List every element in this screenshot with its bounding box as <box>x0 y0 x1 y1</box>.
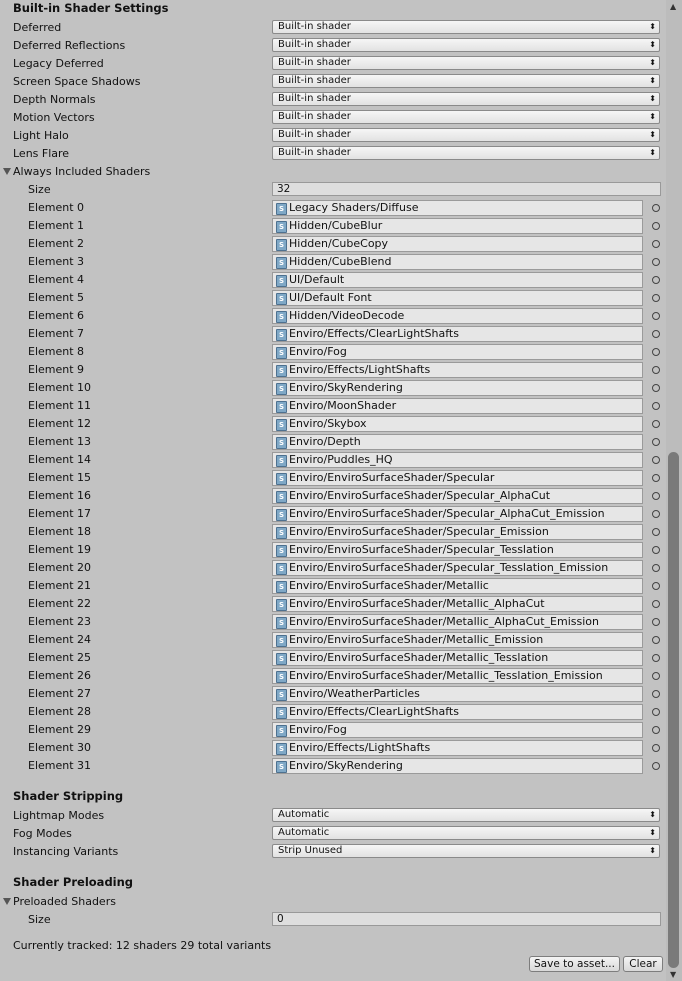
element-label: Element 16 <box>28 489 92 502</box>
always-included-size-label: Size <box>28 183 51 196</box>
shader-name: Enviro/SkyRendering <box>289 381 403 394</box>
object-picker-icon[interactable] <box>652 492 660 500</box>
object-picker-icon[interactable] <box>652 762 660 770</box>
element-label: Element 30 <box>28 741 92 754</box>
preloaded-size-label: Size <box>28 913 51 926</box>
shader-name: Legacy Shaders/Diffuse <box>289 201 419 214</box>
builtin-shader-dropdown-value: Built-in shader <box>278 57 351 68</box>
object-picker-icon[interactable] <box>652 744 660 752</box>
shader-icon: S <box>276 365 287 377</box>
element-label: Element 19 <box>28 543 92 556</box>
up-down-arrow-icon: ⬍ <box>649 58 656 67</box>
element-label: Element 28 <box>28 705 92 718</box>
shader-icon: S <box>276 455 287 467</box>
builtin-shader-label: Light Halo <box>13 129 69 142</box>
shader-name: Enviro/Fog <box>289 345 347 358</box>
element-label: Element 6 <box>28 309 85 322</box>
element-label: Element 2 <box>28 237 85 250</box>
object-picker-icon[interactable] <box>652 546 660 554</box>
up-down-arrow-icon: ⬍ <box>649 130 656 139</box>
element-label: Element 12 <box>28 417 92 430</box>
shader-icon: S <box>276 725 287 737</box>
element-label: Element 25 <box>28 651 92 664</box>
shader-object-field[interactable] <box>272 650 643 666</box>
object-picker-icon[interactable] <box>652 636 660 644</box>
element-label: Element 15 <box>28 471 92 484</box>
object-picker-icon[interactable] <box>652 348 660 356</box>
object-picker-icon[interactable] <box>652 330 660 338</box>
builtin-shader-dropdown[interactable] <box>272 38 660 52</box>
builtin-shader-label: Lens Flare <box>13 147 70 160</box>
vertical-scrollbar[interactable] <box>666 0 682 981</box>
element-label: Element 1 <box>28 219 85 232</box>
shader-stripping-dropdown[interactable] <box>272 808 660 822</box>
shader-name: Enviro/EnviroSurfaceShader/Specular_Tesslation_Emission <box>289 561 609 574</box>
up-down-arrow-icon: ⬍ <box>649 76 656 85</box>
builtin-shader-dropdown-value: Built-in shader <box>278 111 351 122</box>
element-label: Element 10 <box>28 381 92 394</box>
builtin-shader-dropdown-value: Built-in shader <box>278 93 351 104</box>
object-picker-icon[interactable] <box>652 654 660 662</box>
shader-object-field[interactable] <box>272 470 643 486</box>
object-picker-icon[interactable] <box>652 456 660 464</box>
builtin-shader-dropdown[interactable] <box>272 92 660 106</box>
shader-icon: S <box>276 707 287 719</box>
object-picker-icon[interactable] <box>652 402 660 410</box>
shader-name: Enviro/Effects/LightShafts <box>289 363 431 376</box>
object-picker-icon[interactable] <box>652 438 660 446</box>
builtin-shader-dropdown-value: Built-in shader <box>278 129 351 140</box>
shader-object-field[interactable] <box>272 578 643 594</box>
shader-stripping-dropdown[interactable] <box>272 844 660 858</box>
shader-icon: S <box>276 689 287 701</box>
up-down-arrow-icon: ⬍ <box>649 112 656 121</box>
shader-icon: S <box>276 743 287 755</box>
element-label: Element 22 <box>28 597 92 610</box>
shader-object-field[interactable] <box>272 200 643 216</box>
shader-name: Enviro/EnviroSurfaceShader/Specular <box>289 471 495 484</box>
shader-object-field[interactable] <box>272 236 643 252</box>
builtin-shader-settings-title: Built-in Shader Settings <box>13 1 169 15</box>
shader-icon: S <box>276 509 287 521</box>
shader-preloading-title: Shader Preloading <box>13 875 134 889</box>
shader-stripping-title: Shader Stripping <box>13 789 124 803</box>
always-included-size-field[interactable] <box>272 182 661 196</box>
shader-object-field[interactable] <box>272 344 643 360</box>
shader-object-field[interactable] <box>272 434 643 450</box>
object-picker-icon[interactable] <box>652 420 660 428</box>
scroll-up-arrow-icon[interactable]: ▲ <box>670 2 677 11</box>
shader-stripping-dropdown[interactable] <box>272 826 660 840</box>
shader-name: Enviro/EnviroSurfaceShader/Metallic_AlphaCut_Emission <box>289 615 599 628</box>
preloaded-size-field[interactable] <box>272 912 661 926</box>
shader-object-field[interactable] <box>272 686 643 702</box>
shader-icon: S <box>276 599 287 611</box>
builtin-shader-label: Deferred Reflections <box>13 39 126 52</box>
builtin-shader-dropdown-value: Built-in shader <box>278 21 351 32</box>
object-picker-icon[interactable] <box>652 312 660 320</box>
shader-name: Enviro/Effects/LightShafts <box>289 741 431 754</box>
shader-icon: S <box>276 635 287 647</box>
up-down-arrow-icon: ⬍ <box>649 40 656 49</box>
shader-icon: S <box>276 383 287 395</box>
shader-name: Hidden/CubeBlur <box>289 219 383 232</box>
builtin-shader-dropdown[interactable] <box>272 56 660 70</box>
shader-object-field[interactable] <box>272 380 643 396</box>
builtin-shader-dropdown[interactable] <box>272 20 660 34</box>
shader-icon: S <box>276 239 287 251</box>
shader-icon: S <box>276 203 287 215</box>
object-picker-icon[interactable] <box>652 384 660 392</box>
builtin-shader-dropdown-value: Built-in shader <box>278 39 351 50</box>
shader-icon: S <box>276 419 287 431</box>
element-label: Element 18 <box>28 525 92 538</box>
shader-object-field[interactable] <box>272 668 643 684</box>
always-included-size-value: 32 <box>277 183 291 195</box>
shader-icon: S <box>276 401 287 413</box>
shader-object-field[interactable] <box>272 416 643 432</box>
shader-name: Enviro/SkyRendering <box>289 759 403 772</box>
builtin-shader-label: Legacy Deferred <box>13 57 104 70</box>
builtin-shader-label: Depth Normals <box>13 93 96 106</box>
element-label: Element 7 <box>28 327 85 340</box>
shader-name: Enviro/EnviroSurfaceShader/Metallic <box>289 579 489 592</box>
shader-icon: S <box>276 257 287 269</box>
element-label: Element 21 <box>28 579 92 592</box>
builtin-shader-dropdown[interactable] <box>272 128 660 142</box>
element-label: Element 20 <box>28 561 92 574</box>
shader-object-field[interactable] <box>272 740 643 756</box>
object-picker-icon[interactable] <box>652 564 660 572</box>
shader-name: Enviro/EnviroSurfaceShader/Metallic_Tesslation <box>289 651 549 664</box>
shader-object-field[interactable] <box>272 758 643 774</box>
object-picker-icon[interactable] <box>652 204 660 212</box>
shader-name: Hidden/VideoDecode <box>289 309 405 322</box>
shader-icon: S <box>276 293 287 305</box>
up-down-arrow-icon: ⬍ <box>649 94 656 103</box>
up-down-arrow-icon: ⬍ <box>649 846 656 855</box>
shader-object-field[interactable] <box>272 704 643 720</box>
preloaded-size-value: 0 <box>277 913 284 925</box>
element-label: Element 9 <box>28 363 85 376</box>
shader-stripping-dropdown-value: Strip Unused <box>278 845 343 856</box>
shader-stripping-label: Instancing Variants <box>13 845 119 858</box>
element-label: Element 29 <box>28 723 92 736</box>
shader-object-field[interactable] <box>272 506 643 522</box>
tracked-shaders-text: Currently tracked: 12 shaders 29 total variants <box>13 939 272 952</box>
shader-name: Enviro/EnviroSurfaceShader/Specular_AlphaCut <box>289 489 551 502</box>
shader-name: Hidden/CubeBlend <box>289 255 392 268</box>
object-picker-icon[interactable] <box>652 528 660 536</box>
builtin-shader-dropdown[interactable] <box>272 74 660 88</box>
shader-stripping-label: Lightmap Modes <box>13 809 105 822</box>
shader-icon: S <box>276 275 287 287</box>
shader-name: Enviro/Skybox <box>289 417 367 430</box>
element-label: Element 3 <box>28 255 85 268</box>
shader-name: Enviro/Depth <box>289 435 361 448</box>
shader-object-field[interactable] <box>272 290 643 306</box>
shader-object-field[interactable] <box>272 452 643 468</box>
object-picker-icon[interactable] <box>652 618 660 626</box>
builtin-shader-dropdown[interactable] <box>272 110 660 124</box>
shader-name: Enviro/EnviroSurfaceShader/Specular_Tesslation <box>289 543 554 556</box>
shader-icon: S <box>276 581 287 593</box>
shader-object-field[interactable] <box>272 254 643 270</box>
shader-icon: S <box>276 671 287 683</box>
shader-name: UI/Default Font <box>289 291 372 304</box>
scrollbar-thumb[interactable] <box>668 452 679 968</box>
shader-object-field[interactable] <box>272 560 643 576</box>
shader-object-field[interactable] <box>272 614 643 630</box>
shader-icon: S <box>276 563 287 575</box>
shader-object-field[interactable] <box>272 722 643 738</box>
object-picker-icon[interactable] <box>652 672 660 680</box>
element-label: Element 31 <box>28 759 92 772</box>
object-picker-icon[interactable] <box>652 276 660 284</box>
shader-icon: S <box>276 527 287 539</box>
object-picker-icon[interactable] <box>652 366 660 374</box>
builtin-shader-label: Deferred <box>13 21 62 34</box>
shader-name: Enviro/MoonShader <box>289 399 397 412</box>
shader-name: Hidden/CubeCopy <box>289 237 389 250</box>
object-picker-icon[interactable] <box>652 258 660 266</box>
element-label: Element 27 <box>28 687 92 700</box>
shader-icon: S <box>276 473 287 485</box>
builtin-shader-label: Motion Vectors <box>13 111 95 124</box>
shader-object-field[interactable] <box>272 398 643 414</box>
shader-name: Enviro/EnviroSurfaceShader/Metallic_Emission <box>289 633 544 646</box>
shader-object-field[interactable] <box>272 542 643 558</box>
shader-object-field[interactable] <box>272 272 643 288</box>
element-label: Element 17 <box>28 507 92 520</box>
shader-name: Enviro/EnviroSurfaceShader/Specular_Emission <box>289 525 549 538</box>
preloaded-shaders-foldout-icon[interactable] <box>3 898 11 905</box>
shader-name: Enviro/EnviroSurfaceShader/Specular_AlphaCut_Emission <box>289 507 605 520</box>
element-label: Element 13 <box>28 435 92 448</box>
shader-icon: S <box>276 545 287 557</box>
shader-stripping-label: Fog Modes <box>13 827 72 840</box>
always-included-shaders-label[interactable]: Always Included Shaders <box>13 165 151 178</box>
element-label: Element 23 <box>28 615 92 628</box>
element-label: Element 0 <box>28 201 85 214</box>
shader-name: Enviro/Effects/ClearLightShafts <box>289 705 459 718</box>
always-included-foldout-icon[interactable] <box>3 168 11 175</box>
shader-icon: S <box>276 311 287 323</box>
shader-name: Enviro/EnviroSurfaceShader/Metallic_AlphaCut <box>289 597 545 610</box>
element-label: Element 8 <box>28 345 85 358</box>
element-label: Element 24 <box>28 633 92 646</box>
shader-icon: S <box>276 653 287 665</box>
shader-object-field[interactable] <box>272 524 643 540</box>
shader-name: Enviro/WeatherParticles <box>289 687 420 700</box>
element-label: Element 5 <box>28 291 85 304</box>
shader-icon: S <box>276 347 287 359</box>
object-picker-icon[interactable] <box>652 600 660 608</box>
shader-icon: S <box>276 491 287 503</box>
object-picker-icon[interactable] <box>652 708 660 716</box>
shader-object-field[interactable] <box>272 362 643 378</box>
shader-object-field[interactable] <box>272 218 643 234</box>
object-picker-icon[interactable] <box>652 294 660 302</box>
object-picker-icon[interactable] <box>652 474 660 482</box>
element-label: Element 14 <box>28 453 92 466</box>
object-picker-icon[interactable] <box>652 510 660 518</box>
object-picker-icon[interactable] <box>652 222 660 230</box>
shader-icon: S <box>276 761 287 773</box>
shader-icon: S <box>276 221 287 233</box>
builtin-shader-label: Screen Space Shadows <box>13 75 141 88</box>
shader-stripping-dropdown-value: Automatic <box>278 827 330 838</box>
shader-object-field[interactable] <box>272 326 643 342</box>
shader-name: Enviro/EnviroSurfaceShader/Metallic_Tesslation_Emission <box>289 669 603 682</box>
up-down-arrow-icon: ⬍ <box>649 810 656 819</box>
shader-name: Enviro/Effects/ClearLightShafts <box>289 327 459 340</box>
object-picker-icon[interactable] <box>652 690 660 698</box>
up-down-arrow-icon: ⬍ <box>649 148 656 157</box>
up-down-arrow-icon: ⬍ <box>649 828 656 837</box>
up-down-arrow-icon: ⬍ <box>649 22 656 31</box>
save-to-asset-button[interactable]: Save to asset... <box>529 956 620 972</box>
shader-object-field[interactable] <box>272 596 643 612</box>
object-picker-icon[interactable] <box>652 240 660 248</box>
shader-object-field[interactable] <box>272 308 643 324</box>
shader-icon: S <box>276 437 287 449</box>
element-label: Element 26 <box>28 669 92 682</box>
element-label: Element 11 <box>28 399 92 412</box>
shader-object-field[interactable] <box>272 488 643 504</box>
shader-name: Enviro/Fog <box>289 723 347 736</box>
shader-name: UI/Default <box>289 273 345 286</box>
object-picker-icon[interactable] <box>652 582 660 590</box>
shader-icon: S <box>276 329 287 341</box>
scroll-down-arrow-icon[interactable]: ▼ <box>670 970 677 979</box>
builtin-shader-dropdown[interactable] <box>272 146 660 160</box>
shader-object-field[interactable] <box>272 632 643 648</box>
clear-button[interactable]: Clear <box>623 956 663 972</box>
shader-icon: S <box>276 617 287 629</box>
builtin-shader-dropdown-value: Built-in shader <box>278 75 351 86</box>
object-picker-icon[interactable] <box>652 726 660 734</box>
shader-stripping-dropdown-value: Automatic <box>278 809 330 820</box>
preloaded-shaders-label[interactable]: Preloaded Shaders <box>13 895 116 908</box>
shader-name: Enviro/Puddles_HQ <box>289 453 393 466</box>
element-label: Element 4 <box>28 273 85 286</box>
builtin-shader-dropdown-value: Built-in shader <box>278 147 351 158</box>
